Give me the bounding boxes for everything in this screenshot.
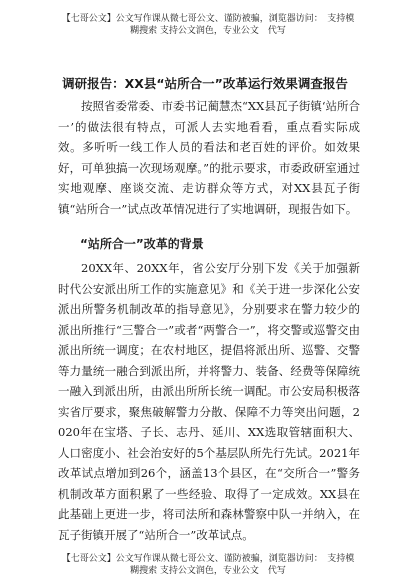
footer-banner: 【七哥公文】公文写作课从微七哥公文、谨防被骗，浏览器访问： 支持模糊搜索 支持公文润色，专业公文 代写 xyxy=(61,554,355,576)
background-paragraph: 20XX年、20XX年，省公安厅分别下发《关于加强新时代公安派出所工作的实施意见》和《关于进一步深化公安派出所警务机制改革的指导意见》，分别要求在警力较少的派出所推行“三警合一”或者“两警合一”，将交警或巡警交由派出所统一调度；在农村地区，提倡将派出所、巡警、交警等力量统一融合到派出所，并将警力、装备、经费等保障统一融入到派出所，由派出所所长统一调配。市公安局积极落实省厅要求，聚焦破解警力分散、保障不力等突出问题，2020年在宝塔、子长、志丹、延川、XX选取管辖面积大、人口密度小、社会治安好的5个基层队所先行先试。2021年改革试点增加到26个，涵盖13个县区，在“交所合一”警务机制改革方面积累了一些经验、取得了一定成效。XX县在此基础上更进一步，将司法所和森林警察中队一并纳入，在瓦子街镇开展了“站所合一”改革试点。 xyxy=(58,261,360,542)
section-heading: “站所合一”改革的背景 xyxy=(80,237,204,251)
document-title: 调研报告：XX县“站所合一”改革运行效果调查报告 xyxy=(62,76,348,91)
header-banner: 【七哥公文】公文写作课从微七哥公文、谨防被骗，浏览器访问： 支持模糊搜索 支持公文润色，专业公文 代写 xyxy=(61,14,355,36)
intro-paragraph: 按照省委常委、市委书记蔺慧杰“XX县瓦子街镇‘站所合一’的做法很有特点，可派人去实地看看，重点看实际成效。多听听一线工作人员的看法和老百姓的评价。如效果好，可单独搞一次现场观摩。”的批示要求，市委政研室通过实地观摩、座谈交流、走访群众等方式，对XX县瓦子街镇“站所合一”试点改革情况进行了实地调研，现报告如下。 xyxy=(58,99,360,216)
